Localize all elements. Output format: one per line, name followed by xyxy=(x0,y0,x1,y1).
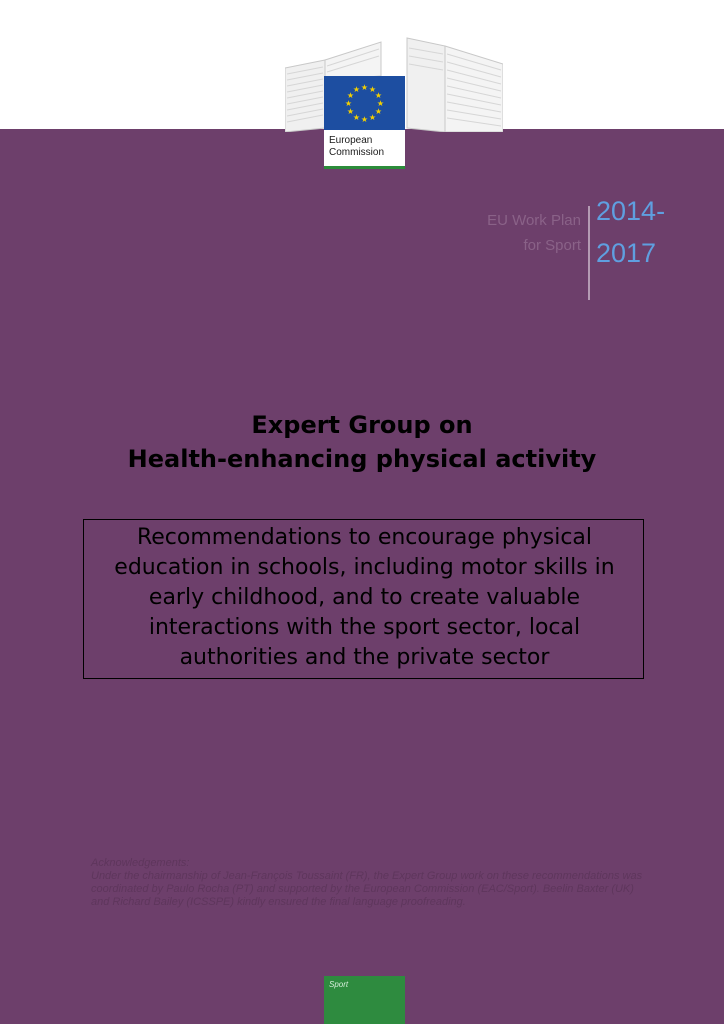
svg-text:★: ★ xyxy=(346,91,355,100)
document-title-line-2: Health-enhancing physical activity xyxy=(127,445,597,473)
svg-text:★: ★ xyxy=(376,99,385,108)
recommendation-text xyxy=(84,523,645,673)
acknowledgements-heading: Acknowledgements: xyxy=(91,857,190,869)
svg-text:★: ★ xyxy=(368,113,377,122)
logo-line-1: European xyxy=(329,135,373,146)
logo-line-2: Commission xyxy=(329,147,385,158)
work-plan-label-line-1: EU Work Plan xyxy=(487,212,581,229)
sport-tab xyxy=(324,976,405,1024)
recommendation-line-5: authorities and the private sector xyxy=(179,645,550,670)
svg-text:★: ★ xyxy=(374,107,383,116)
recommendation-box xyxy=(83,519,644,679)
svg-text:★: ★ xyxy=(360,83,369,92)
recommendation-line-3: early childhood, and to create valuable xyxy=(148,585,581,610)
acknowledgements xyxy=(91,857,644,909)
sport-tab-label: Sport xyxy=(329,980,349,989)
commission-logo-label xyxy=(324,130,405,169)
svg-text:★: ★ xyxy=(352,113,361,122)
eu-stars-circle xyxy=(324,76,405,130)
recommendation-line-4: interactions with the sport sector, local xyxy=(148,615,581,640)
document-title-line-1: Expert Group on xyxy=(251,411,473,439)
work-plan-year-end: 2017 xyxy=(596,238,657,268)
svg-text:★: ★ xyxy=(344,99,353,108)
work-plan-divider xyxy=(588,206,590,300)
svg-text:★: ★ xyxy=(374,91,383,100)
svg-text:★: ★ xyxy=(360,115,369,124)
acknowledgements-body: Under the chairmanship of Jean-François Toussaint (FR), the Expert Group work on these recommendations was coordinated by Paulo Rocha (PT) and supported by the European Commission (EAC/Sport). Beelin Baxter (UK) and Richard Bailey (ICSSPE) kindly ensured the final language proofreading. xyxy=(91,870,643,908)
svg-text:★: ★ xyxy=(346,107,355,116)
eu-flag-icon xyxy=(324,76,405,130)
svg-text:★: ★ xyxy=(368,85,377,94)
recommendation-line-1: Recommendations to encourage physical xyxy=(136,525,593,550)
work-plan-year-start: 2014- xyxy=(596,196,666,226)
work-plan-label-line-2: for Sport xyxy=(523,237,581,254)
recommendation-line-2: education in schools, including motor skills in xyxy=(114,555,615,580)
svg-text:★: ★ xyxy=(352,85,361,94)
